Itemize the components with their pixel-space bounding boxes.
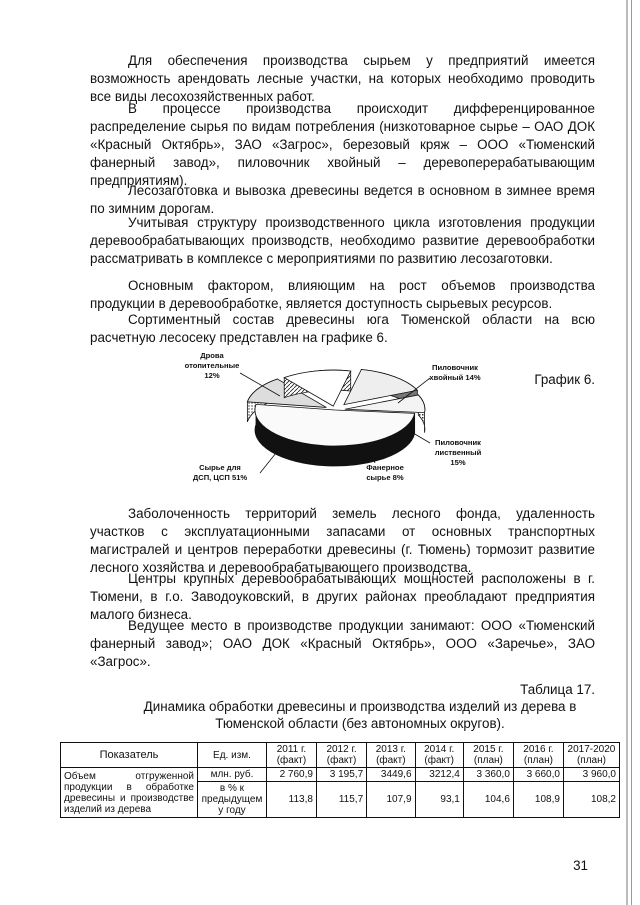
scan-edge-line xyxy=(631,0,632,905)
value-cell: 3 360,0 xyxy=(463,768,513,782)
value-cell: 115,7 xyxy=(316,782,366,818)
paragraph-8: Центры крупных деревообрабатывающих мощностей расположены в г. Тюмени, в г.о. Заводоуковский, в других районах преобладают предприятия малого бизнеса. xyxy=(90,571,595,622)
pie-label: Пиловочник хвойный 14% xyxy=(429,363,481,382)
header-year: 2015 г. (план) xyxy=(463,743,513,768)
indicator-cell: Объем отгруженной продукции в обработке древесины и производстве изделий из дерева xyxy=(61,768,198,818)
header-indicator: Показатель xyxy=(61,743,198,768)
header-year: 2011 г. (факт) xyxy=(267,743,317,768)
value-cell: 107,9 xyxy=(367,782,415,818)
value-cell: 3212,4 xyxy=(415,768,463,782)
header-year: 2016 г. (план) xyxy=(513,743,563,768)
table-row xyxy=(61,768,620,782)
value-cell: 113,8 xyxy=(267,782,317,818)
paragraph-4: Учитывая структуру производственного цикла изготовления продукции деревообрабатывающих производств, необходимо развитие деревообработки рассматривать в комплексе с мероприятиями по развитию лесозаготовки. xyxy=(90,215,595,266)
paragraph-3: Лесозаготовка и вывозка древесины ведется в основном в зимнее время по зимним дорогам. xyxy=(90,183,595,216)
value-cell: 93,1 xyxy=(415,782,463,818)
pie-leader-line xyxy=(260,448,280,473)
paragraph-2: В процессе производства происходит дифференцированное распределение сырья по видам потребления (низкотоварное сырье – ОАО ДОК «Красный Октябрь», ЗАО «Загрос», березовый кряж – ООО «Тюменский фанерный завод», пиловочник хвойный – деревоперерабатывающим предприятиям). xyxy=(90,101,595,188)
pie-label: Фанерное сырье 8% xyxy=(366,463,404,482)
header-year: 2014 г. (факт) xyxy=(415,743,463,768)
paragraph-1: Для обеспечения производства сырьем у предприятий имеется возможность арендовать лесные участки, на которых необходимо проводить все виды лесохозяйственных работ. xyxy=(90,53,595,104)
pie-label: Дрова отопительные 12% xyxy=(184,351,240,380)
table-header-row xyxy=(61,743,620,768)
value-cell: 3449,6 xyxy=(367,768,415,782)
paragraph-5: Основным фактором, влияющим на рост объемов производства продукции в деревообработке, является доступность сырьевых ресурсов. xyxy=(90,278,595,311)
page-number: 31 xyxy=(573,858,588,873)
value-cell: 3 960,0 xyxy=(563,768,619,782)
header-year: 2012 г. (факт) xyxy=(316,743,366,768)
pie-label: Пиловочник лиственный 15% xyxy=(434,438,482,467)
paragraph-9: Ведущее место в производстве продукции занимают: ООО «Тюменский фанерный завод»; ОАО ДОК «Красный Октябрь», ООО «Заречье», ЗАО «Загрос». xyxy=(90,618,595,669)
header-year: 2017-2020 (план) xyxy=(563,743,619,768)
paragraph-7: Заболоченность территорий земель лесного фонда, удаленность участков с эксплуатационными запасами от основных транспортных магистралей и центров переработки древесины (г. Тюмень) тормозит развитие лесного хозяйства и деревообрабатывающего производства. xyxy=(90,506,595,575)
data-table xyxy=(60,742,620,818)
value-cell: 3 660,0 xyxy=(513,768,563,782)
header-year: 2013 г. (факт) xyxy=(367,743,415,768)
pie-label: Сырье для ДСП, ЦСП 51% xyxy=(192,463,248,482)
chart-caption: График 6. xyxy=(534,372,595,387)
value-cell: 3 195,7 xyxy=(316,768,366,782)
header-unit: Ед. изм. xyxy=(198,743,267,768)
paragraph-6: Сортиментный состав древесины юга Тюменской области на всю расчетную лесосеку представлен на графике 6. xyxy=(90,312,595,345)
value-cell: 2 760,9 xyxy=(267,768,317,782)
scan-edge-line xyxy=(626,0,628,905)
value-cell: 108,2 xyxy=(563,782,619,818)
unit-cell: в % к предыдущем у году xyxy=(198,782,267,818)
value-cell: 104,6 xyxy=(463,782,513,818)
table-title: Динамика обработки древесины и производства изделий из дерева в Тюменской области (без автономных округов). xyxy=(143,699,577,731)
unit-cell: млн. руб. xyxy=(198,768,267,782)
value-cell: 108,9 xyxy=(513,782,563,818)
table-caption: Таблица 17. xyxy=(520,682,595,697)
pie-chart xyxy=(170,348,530,498)
